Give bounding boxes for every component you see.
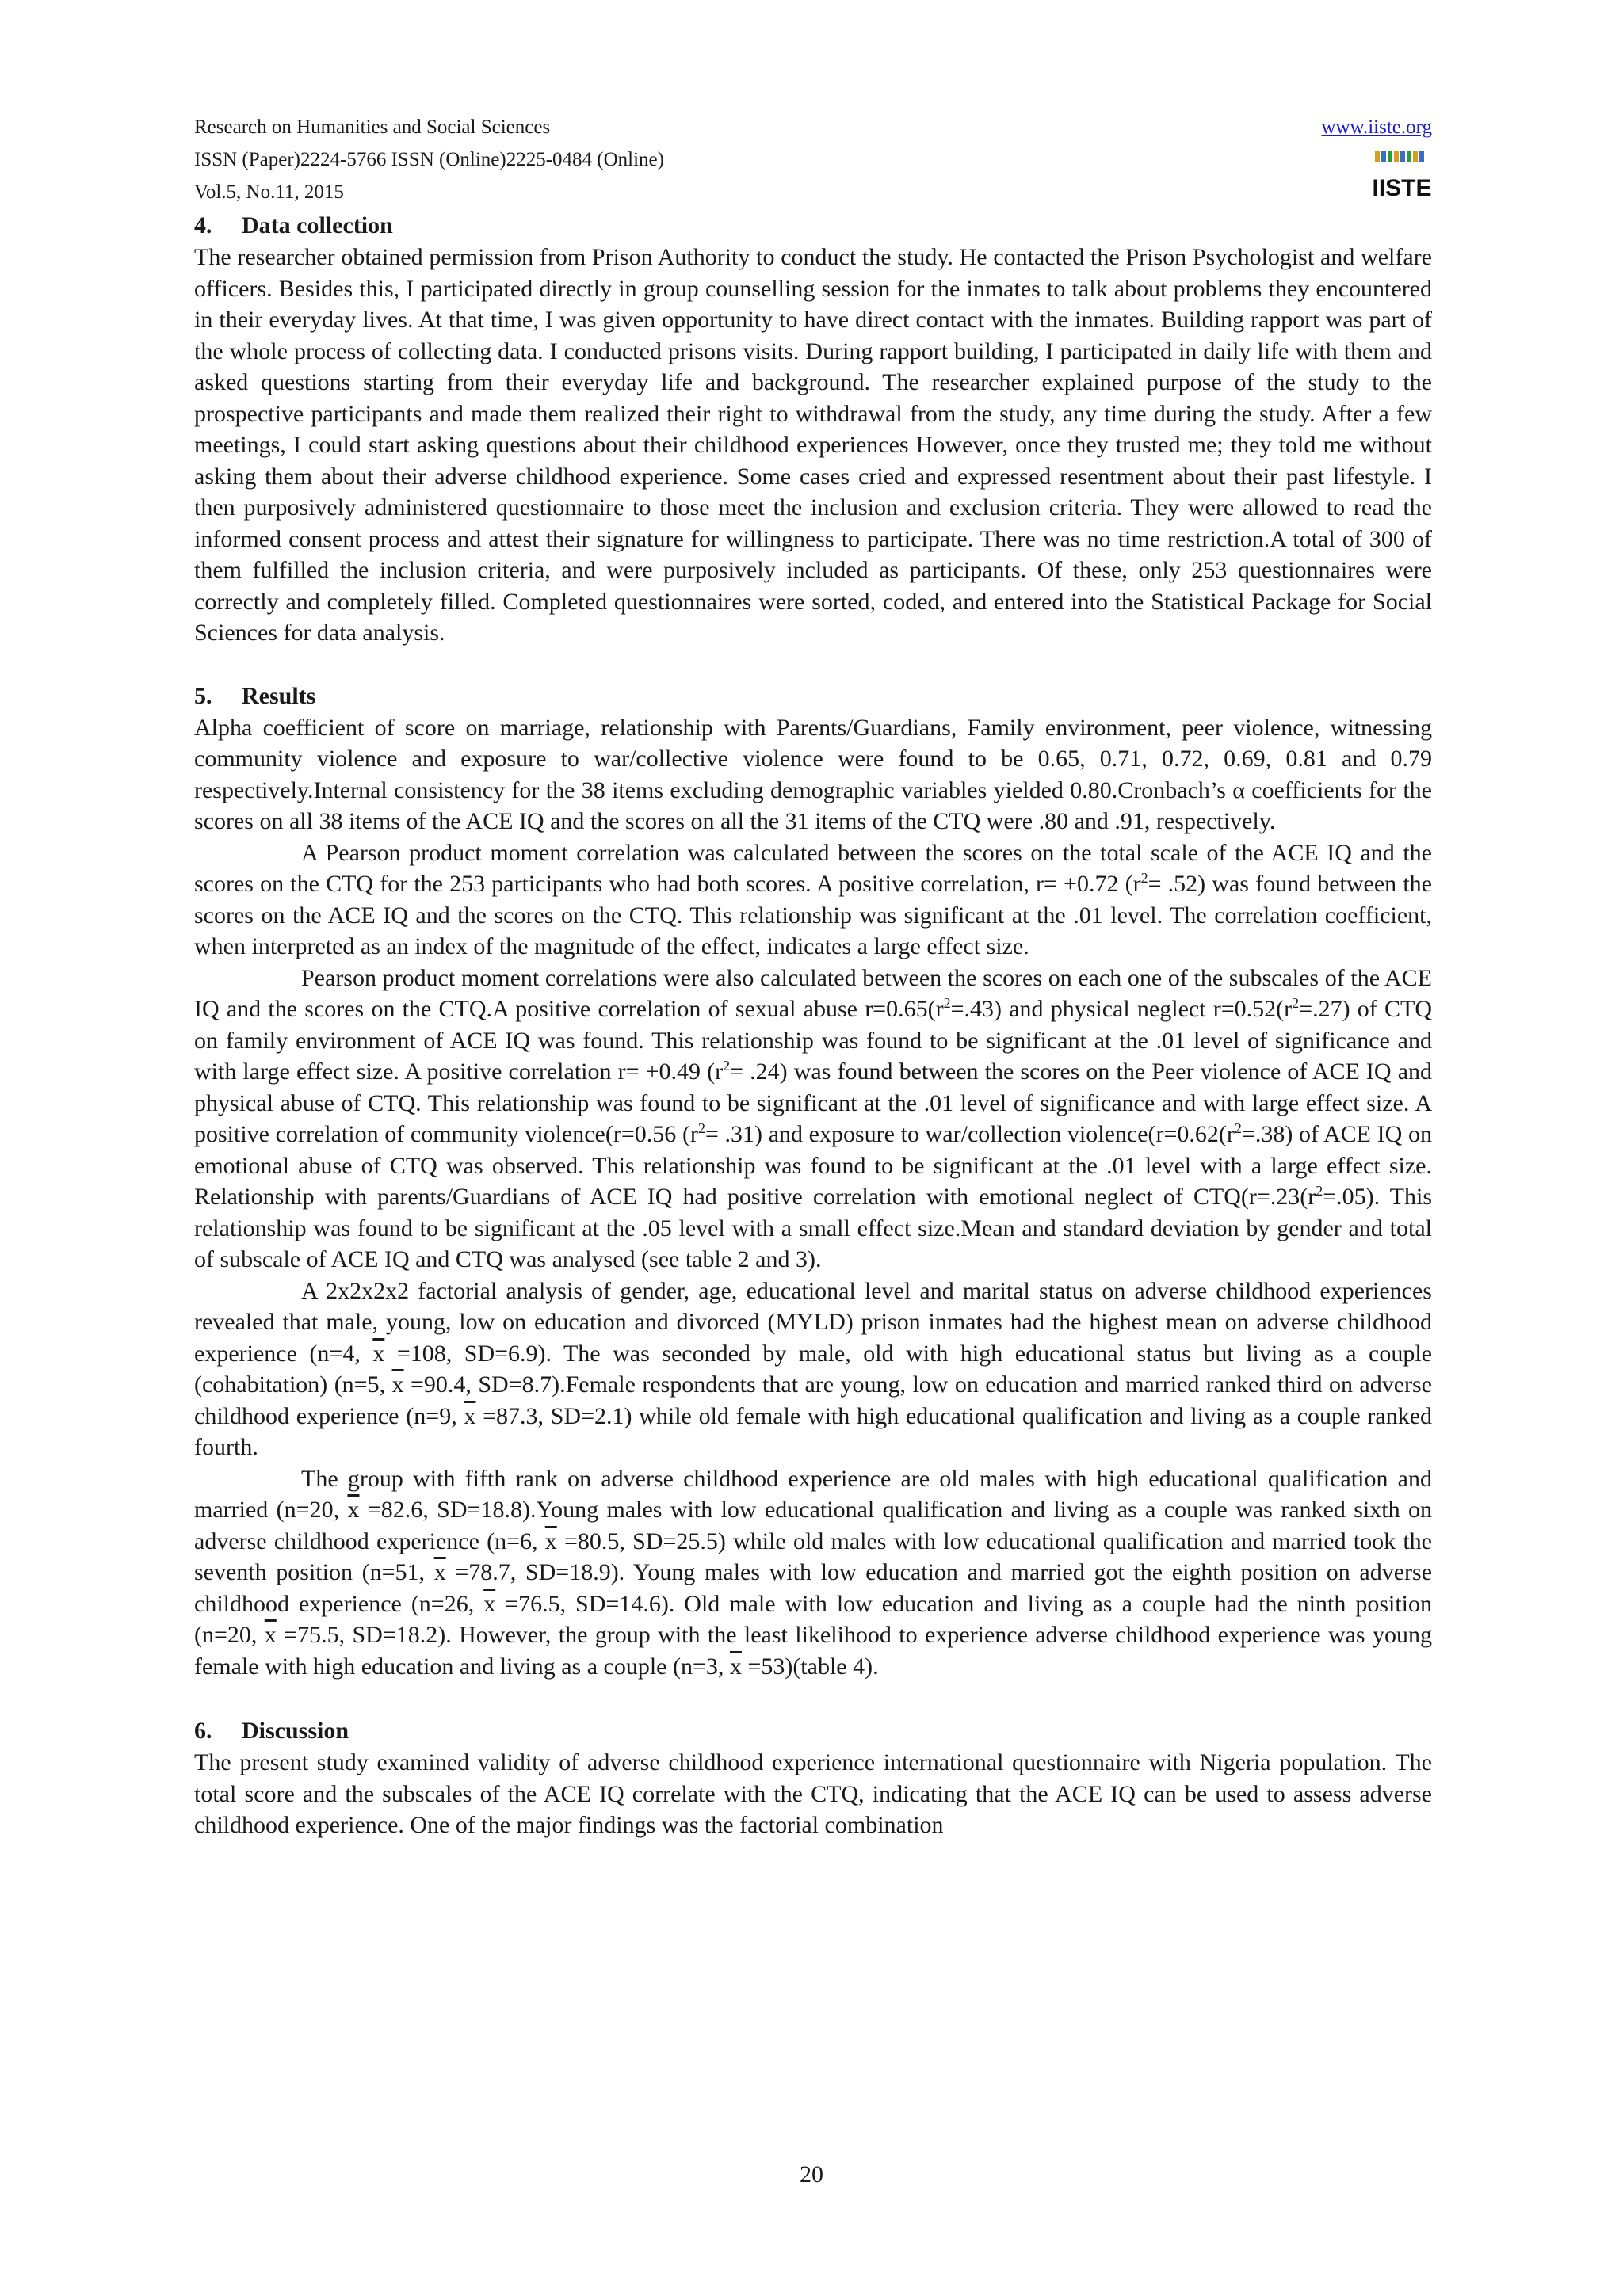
iiste-logo-icon [1372,148,1432,204]
page-number: 20 [800,2161,823,2187]
journal-issn: ISSN (Paper)2224-5766 ISSN (Online)2225-0484 (Online) [194,149,664,170]
section-heading: 5. Results [194,682,316,709]
journal-title: Research on Humanities and Social Sciences [194,116,551,138]
section-data-collection [194,210,1432,649]
section-heading: 4. Data collection [194,212,393,238]
section-heading: 6. Discussion [194,1718,349,1744]
journal-volume: Vol.5, No.11, 2015 [194,181,344,203]
section-discussion [194,1715,1432,1841]
website-link[interactable]: www.iiste.org [1321,116,1432,138]
page [194,111,1432,1841]
paragraph: The researcher obtained permission from Prison Authority to conduct the study. He contacted the Prison Psychologist and welfare officers. Besides this, I participated directly in group counselling session for the inmates to talk about problems they encountered in their everyday lives. At that time, I was given opportunity to have direct contact with the inmates. Building rapport was part of the whole process of collecting data. I conducted prisons visits. During rapport building, I participated in daily life with them and asked questions starting from their everyday life and background. The researcher explained purpose of the study to the prospective participants and made them realized their right to withdrawal from the study, any time during the study. After a few meetings, I could start asking questions about their childhood experiences However, once they trusted me; they told me without asking them about their adverse childhood experience. Some cases cried and expressed resentment about their past lifestyle. I then purposively administered questionnaire to those meet the inclusion and exclusion criteria. They were allowed to read the informed consent process and attest their signature for willingness to participate. There was no time restriction.A total of 300 of them fulfilled the inclusion criteria, and were purposively included as participants. Of these, only 253 questionnaires were correctly and completely filled. Completed questionnaires were sorted, coded, and entered into the Statistical Package for Social Sciences for data analysis. [194,244,1432,646]
paragraph: A 2x2x2x2 factorial analysis of gender, age, educational level and marital status on adverse childhood experiences revealed that male, young, low on education and divorced (MYLD) prison inmates had the highest mean on adverse childhood experience (n=4, $\overline{x} =108$, SD=6.9). The was seconded by male, old with high educational status but living as a couple (cohabitation) (n=5, $\overline{x} =90.4$, SD=8.7).Female respondents that are young, low on education and married ranked third on adverse childhood experience (n=9, $\overline{x} =87.3$, SD=2.1) while old female with high educational qualification and living as a couple ranked fourth. [194,1277,1433,1460]
journal-branding [1321,111,1432,214]
journal-info [194,111,1432,208]
paragraph: The present study examined validity of adverse childhood experience international questionnaire with Nigeria population. The total score and the subscales of the ACE IQ correlate with the CTQ, indicating that the ACE IQ can be used to assess adverse childhood experience. One of the major findings was the factorial combination [194,1749,1432,1838]
svg-text:IISTE: IISTE [1372,175,1432,201]
section-results [194,681,1432,1683]
journal-header [194,111,1432,210]
paragraph: The group with fifth rank on adverse childhood experience are old males with high educational qualification and married (n=20, $\overline{x} =82.6$, SD=18.8).Young males with low educational qualification and living as a couple was ranked sixth on adverse childhood experience (n=6, $\overline{x} =80.5$, SD=25.5) while old males with low educational qualification and married took the seventh position (n=51, $\overline{x} =78.7$, SD=18.9). Young males with low education and married got the eighth position on adverse childhood experience (n=26, $\overline{x} =76.5$, SD=14.6). Old male with low education and living as a couple had the ninth position (n=20, $\overline{x} =75.5$, SD=18.2). However, the group with the least likelihood to experience adverse childhood experience was young female with high education and living as a couple (n=3, $\overline{x}$ =53)(table 4). [194,1465,1433,1680]
paragraph: Alpha coefficient of score on marriage, relationship with Parents/Guardians, Family environment, peer violence, witnessing community violence and exposure to war/collective violence were found to be 0.65, 0.71, 0.72, 0.69, 0.81 and 0.79 respectively.Internal consistency for the 38 items excluding demographic variables yielded 0.80.Cronbach’s α coefficients for the scores on all 38 items of the ACE IQ and the scores on all the 31 items of the CTQ were .80 and .91, respectively. [194,714,1432,834]
paragraph: A Pearson product moment correlation was calculated between the scores on the total scale of the ACE IQ and the scores on the CTQ for the 253 participants who had both scores. A positive correlation, r= +0.72 $(r^2= .52)$ was found between the scores on the ACE IQ and the scores on the CTQ. This relationship was significant at the .01 level. The correlation coefficient, when interpreted as an index of the magnitude of the effect, indicates a large effect size. [194,839,1432,959]
paragraph: Pearson product moment correlations were also calculated between the scores on each one of the subscales of the ACE IQ and the scores on the CTQ.A positive correlation of sexual abuse $r=0.65(r^2=.43)$ and physical neglect $r=0.52(r^2=.27)$ of CTQ on family environment of ACE IQ was found. This relationship was found to be significant at the .01 level of significance and with large effect size. A positive correlation r= +0.49 $(r^2= .24)$ was found between the scores on the Peer violence of ACE IQ and physical abuse of CTQ. This relationship was found to be significant at the .01 level of significance and with large effect size. A positive correlation of community violence(r=0.56 $(r^2= .31)$ and exposure to war/collection $violence(r=0.62(r^2=.38)$ of ACE IQ on emotional abuse of CTQ was observed. This relationship was found to be significant at the .01 level with a large effect size. Relationship with parents/Guardians of ACE IQ had positive correlation with emotional neglect of $CTQ(r=.23(r^2=.05)$. This relationship was found to be significant at the .05 level with a small effect size.Mean and standard deviation by gender and total of subscale of ACE IQ and CTQ was analysed (see table 2 and 3). [194,964,1433,1272]
